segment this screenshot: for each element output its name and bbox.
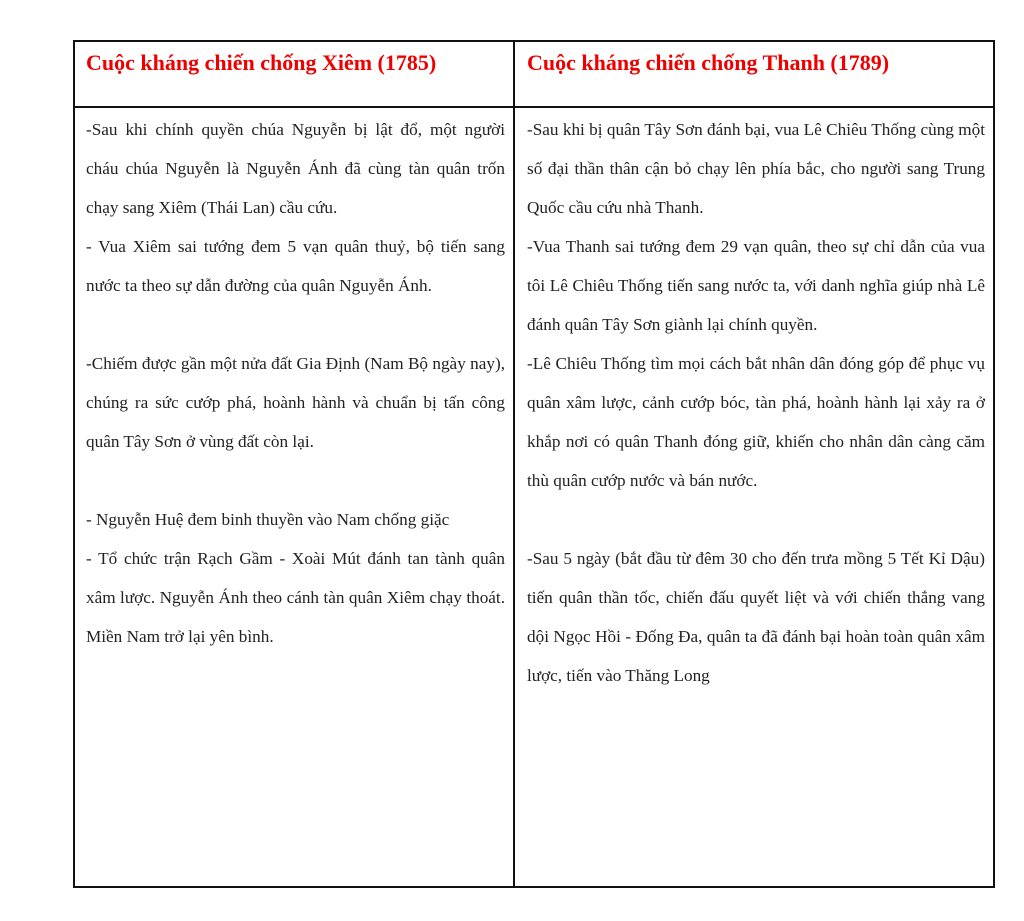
thanh-column: [515, 108, 993, 695]
header-cell-thanh: [515, 42, 993, 108]
thanh-para-1: -Sau khi bị quân Tây Sơn đánh bại, vua Lê Chiêu Thống cùng một số đại thần thân cận bỏ chạy lên phía bắc, cho người sang Trung Quốc cầu cứu nhà Thanh.: [527, 120, 985, 217]
spacer: [527, 500, 985, 539]
thanh-para-3: -Lê Chiêu Thống tìm mọi cách bắt nhân dân đóng góp để phục vụ quân xâm lược, cảnh cướp bóc, tàn phá, hoành hành lại xảy ra ở khắp nơi có quân Thanh đóng giữ, khiến cho nhân dân càng căm thù quân cướp nước và bán nước.: [527, 354, 985, 490]
header-thanh: Cuộc kháng chiến chống Thanh (1789): [527, 50, 890, 75]
header-cell-xiem: [75, 42, 515, 108]
header-xiem: Cuộc kháng chiến chống Xiêm (1785): [86, 50, 437, 75]
spacer: [86, 461, 505, 500]
xiem-para-4: - Nguyễn Huệ đem binh thuyền vào Nam chống giặc: [86, 510, 450, 529]
spacer: [86, 305, 505, 344]
body-cell-xiem: [75, 108, 515, 886]
body-cell-thanh: [515, 108, 993, 886]
xiem-column: [75, 108, 513, 656]
thanh-para-2: -Vua Thanh sai tướng đem 29 vạn quân, theo sự chỉ dẫn của vua tôi Lê Chiêu Thống tiến sang nước ta, với danh nghĩa giúp nhà Lê đánh quân Tây Sơn giành lại chính quyền.: [527, 237, 985, 334]
xiem-para-5: - Tổ chức trận Rạch Gầm - Xoài Mút đánh tan tành quân xâm lược. Nguyễn Ánh theo cánh tàn quân Xiêm chạy thoát. Miền Nam trở lại yên bình.: [86, 549, 505, 646]
comparison-table: [73, 40, 995, 888]
xiem-para-1: -Sau khi chính quyền chúa Nguyễn bị lật đổ, một người cháu chúa Nguyễn là Nguyễn Ánh đã cùng tàn quân trốn chạy sang Xiêm (Thái Lan) cầu cứu.: [86, 120, 505, 217]
thanh-para-4: -Sau 5 ngày (bắt đầu từ đêm 30 cho đến trưa mồng 5 Tết Kỉ Dậu) tiến quân thần tốc, chiến đấu quyết liệt và với chiến thắng vang dội Ngọc Hồi - Đống Đa, quân ta đã đánh bại hoàn toàn quân xâm lược, tiến vào Thăng Long: [527, 549, 985, 685]
xiem-para-2: - Vua Xiêm sai tướng đem 5 vạn quân thuỷ, bộ tiến sang nước ta theo sự dẫn đường của quân Nguyễn Ánh.: [86, 237, 505, 295]
xiem-para-3: -Chiếm được gần một nửa đất Gia Định (Nam Bộ ngày nay), chúng ra sức cướp phá, hoành hành và chuẩn bị tấn công quân Tây Sơn ở vùng đất còn lại.: [86, 354, 505, 451]
